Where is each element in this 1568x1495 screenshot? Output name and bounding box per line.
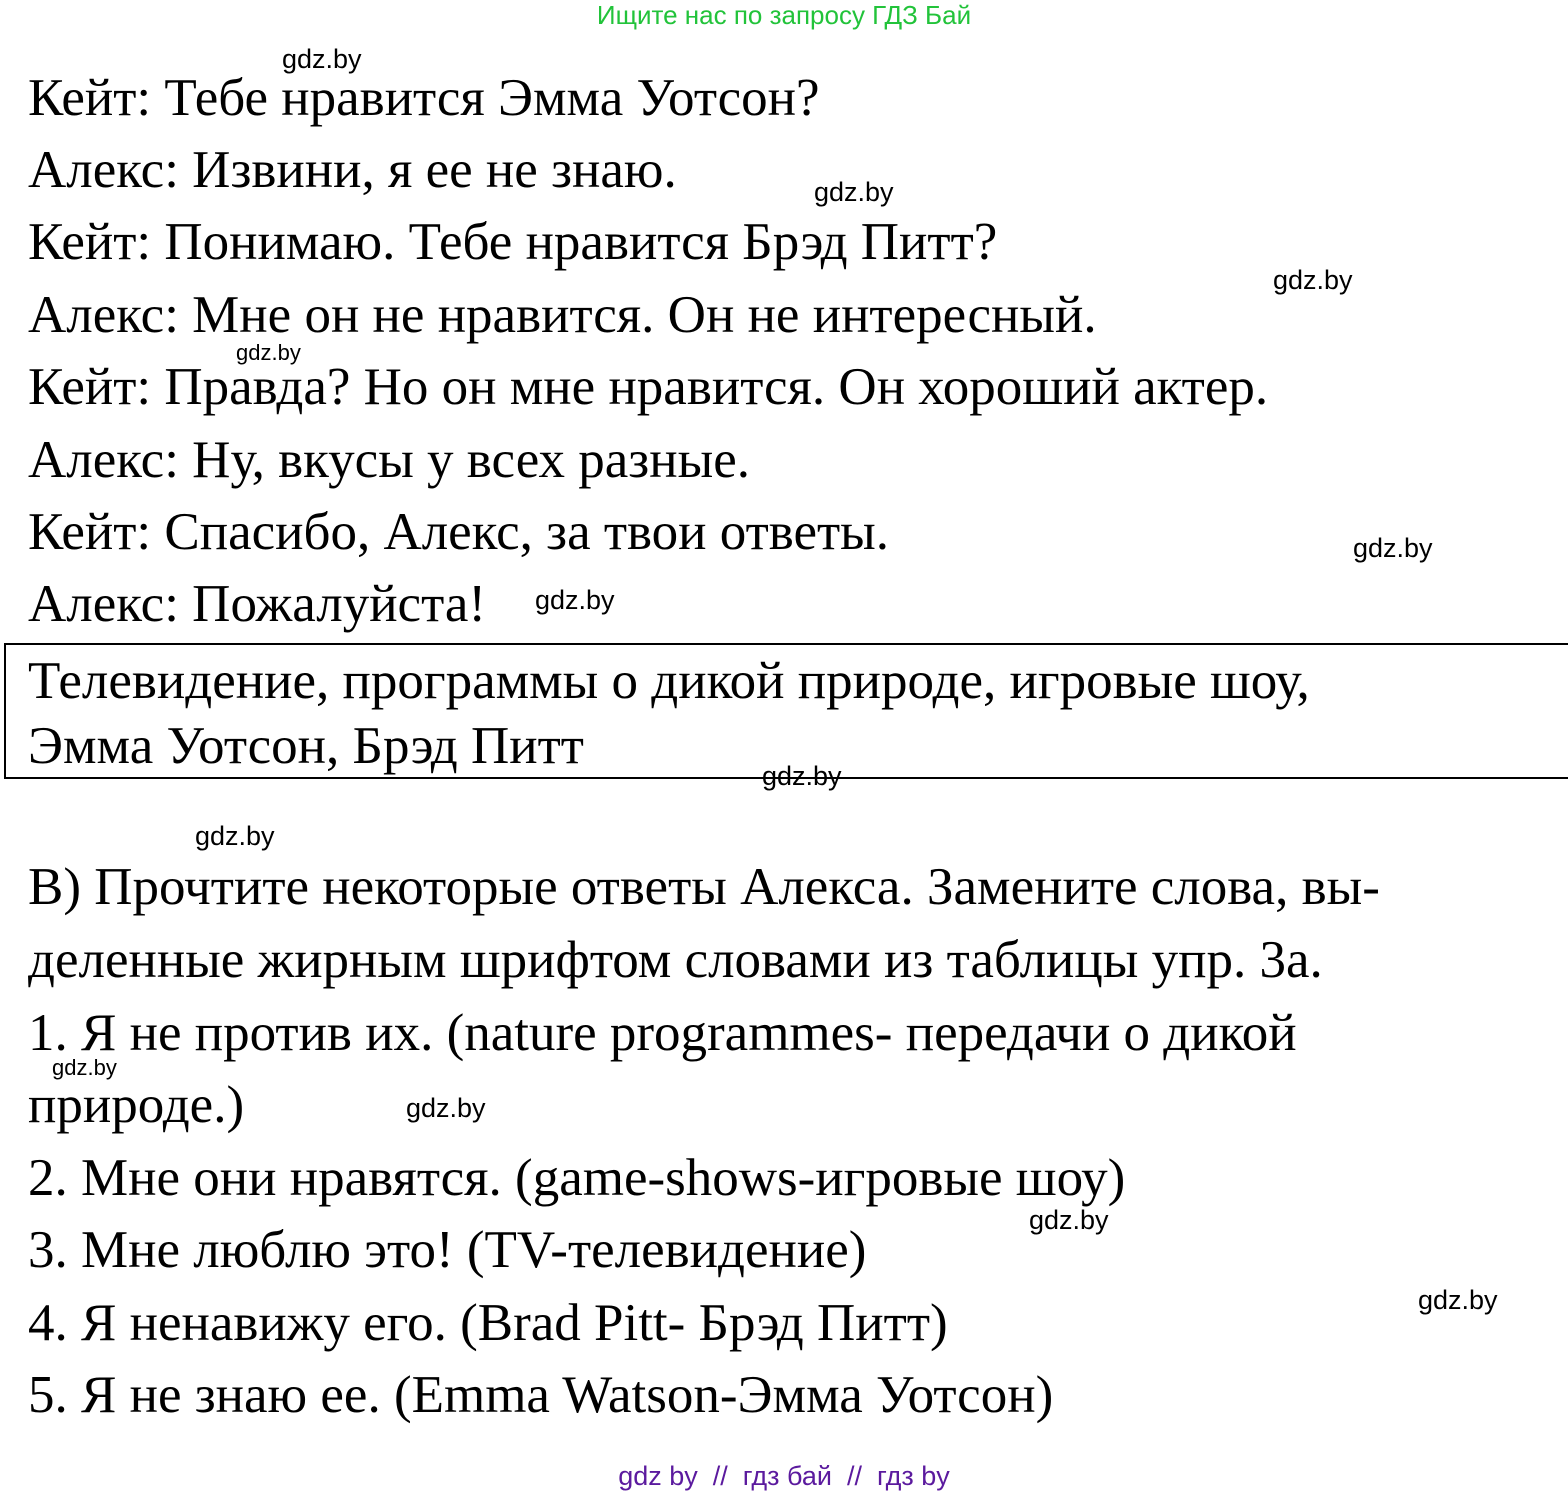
dialogue-line: Алекс: Извини, я ее не знаю. [28,141,677,199]
word-box-line: Эмма Уотсон, Брэд Питт [28,717,584,775]
answer-line: 3. Мне люблю это! (TV-телевидение) [28,1221,867,1279]
footer-links: gdz by // гдз бай // гдз by [618,1461,950,1491]
watermark: gdz.by [195,821,275,851]
watermark: gdz.by [1029,1205,1109,1235]
dialogue-line: Кейт: Тебе нравится Эмма Уотсон? [28,69,820,127]
answer-line: природе.) [28,1076,245,1134]
dialogue-line: Кейт: Спасибо, Алекс, за твои ответы. [28,503,890,561]
dialogue-line: Алекс: Мне он не нравится. Он не интересный. [28,286,1097,344]
watermark: gdz.by [52,1055,117,1080]
watermark: gdz.by [282,44,362,74]
watermark: gdz.by [762,761,842,791]
answer-line: 1. Я не против их. (nature programmes- передачи о дикой [28,1004,1297,1062]
watermark: gdz.by [1418,1285,1498,1315]
answer-line: 2. Мне они нравятся. (game-shows-игровые шоу) [28,1149,1126,1207]
watermark: gdz.by [1273,265,1353,295]
search-hint: Ищите нас по запросу ГДЗ Бай [596,0,972,30]
watermark: gdz.by [406,1093,486,1123]
watermark: gdz.by [1353,533,1433,563]
answer-line: 4. Я ненавижу его. (Brad Pitt- Брэд Питт) [28,1294,948,1352]
dialogue-line: Алекс: Ну, вкусы у всех разные. [28,431,750,489]
word-box-line: Телевидение, программы о дикой природе, игровые шоу, [28,652,1310,710]
dialogue-line: Кейт: Правда? Но он мне нравится. Он хороший актер. [28,358,1269,416]
task-instruction: В) Прочтите некоторые ответы Алекса. Замените слова, вы- [28,858,1380,916]
dialogue-line: Кейт: Понимаю. Тебе нравится Брэд Питт? [28,213,998,271]
watermark: gdz.by [814,177,894,207]
answer-line: 5. Я не знаю ее. (Emma Watson-Эмма Уотсон) [28,1366,1054,1424]
dialogue-line: Алекс: Пожалуйста! [28,575,487,633]
watermark: gdz.by [535,585,615,615]
task-instruction: деленные жирным шрифтом словами из таблицы упр. 3а. [28,931,1323,989]
watermark: gdz.by [236,340,301,365]
